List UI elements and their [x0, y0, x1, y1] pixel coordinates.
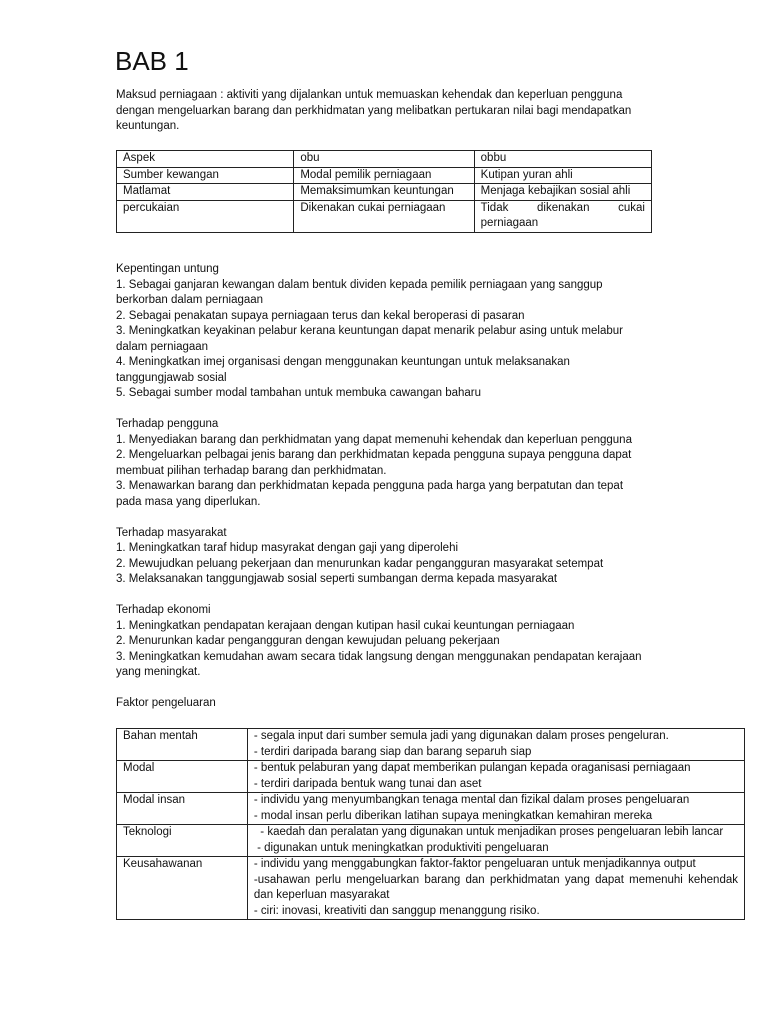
table-row	[117, 793, 745, 825]
section-heading: Terhadap masyarakat	[116, 526, 227, 539]
description-line: - modal insan perlu diberikan latihan supaya meningkatkan kemahiran mereka	[253, 809, 653, 822]
list-item: 1. Meningkatkan pendapatan kerajaan dengan kutipan hasil cukai keuntungan perniagaan	[116, 619, 575, 632]
chapter-title: BAB 1	[115, 46, 189, 76]
section-heading: Kepentingan untung	[116, 263, 219, 275]
description-line: -usahawan perlu mengeluarkan barang dan perkhidmatan yang dapat memenuhi kehendak dan keperluan masyarakat	[253, 873, 738, 901]
section-heading: Terhadap ekonomi	[116, 604, 211, 616]
table-cell: Kutipan yuran ahli	[474, 167, 651, 184]
factor-name: Teknologi	[117, 825, 248, 857]
list-item: 3. Meningkatkan kemudahan awam secara tidak langsung dengan menggunakan pendapatan kerajaan yang meningkat.	[116, 650, 642, 678]
intro-text: Maksud perniagaan : aktiviti yang dijalankan untuk memuaskan kehendak dan keperluan pengguna dengan mengeluarkan barang dan perkhidmatan yang melibatkan pertukaran nilai bagi mendapatkan keuntungan.	[116, 89, 632, 132]
description-line: - terdiri daripada barang siap dan barang separuh siap	[253, 745, 532, 758]
description-line: - individu yang menggabungkan faktor-faktor pengeluaran untuk menjadikannya output	[253, 858, 696, 870]
table-cell: Menjaga kebajikan sosial ahli	[474, 184, 651, 201]
table-cell: Modal pemilik perniagaan	[294, 167, 474, 184]
list-item: 4. Meningkatkan imej organisasi dengan menggunakan keuntungan untuk melaksanakan tanggungjawab sosial	[116, 356, 570, 384]
table-row	[117, 857, 745, 920]
factor-name: Keusahawanan	[117, 857, 248, 920]
table-row	[117, 729, 745, 761]
list-item: 3. Meningkatkan keyakinan pelabur kerana keuntungan dapat menarik pelabur asing untuk melabur dalam perniagaan	[116, 325, 623, 353]
description-line: - digunakan untuk meningkatkan produktiviti pengeluaran	[253, 841, 549, 854]
intro-paragraph	[116, 88, 646, 135]
list-item: 2. Mewujudkan peluang pekerjaan dan menurunkan kadar pengangguran masyarakat setempat	[116, 557, 604, 570]
factor-description	[247, 825, 744, 857]
header-cell: obbu	[474, 151, 651, 168]
list-item: 3. Melaksanakan tanggungjawab sosial seperti sumbangan derma kepada masyarakat	[116, 573, 558, 585]
profit-importance-section	[116, 262, 646, 712]
description-line: - individu yang menyumbangkan tenaga mental dan fizikal dalam proses pengeluaran	[253, 794, 690, 806]
table-cell: Tidak dikenakan cukai perniagaan	[474, 200, 651, 232]
table-cell: percukaian	[117, 200, 294, 232]
factor-name: Modal	[117, 761, 248, 793]
factor-description	[247, 729, 744, 761]
table-cell: Matlamat	[117, 184, 294, 201]
list-item: 5. Sebagai sumber modal tambahan untuk membuka cawangan baharu	[116, 387, 482, 399]
comparison-table	[116, 150, 652, 233]
production-factors-table	[116, 728, 745, 920]
list-item: 2. Sebagai penakatan supaya perniagaan terus dan kekal beroperasi di pasaran	[116, 309, 525, 322]
table-header-row	[117, 151, 652, 168]
list-item: 3. Menawarkan barang dan perkhidmatan kepada pengguna pada harga yang berpatutan dan tepat pada masa yang diperlukan.	[116, 480, 624, 508]
list-item: 1. Sebagai ganjaran kewangan dalam bentuk dividen kepada pemilik perniagaan yang sanggup berkorban dalam perniagaan	[116, 278, 603, 306]
table-row	[117, 167, 652, 184]
section-heading: Terhadap pengguna	[116, 418, 219, 430]
factor-name: Modal insan	[117, 793, 248, 825]
description-line: - segala input dari sumber semula jadi yang digunakan dalam proses pengeluran.	[253, 730, 669, 742]
factor-name: Bahan mentah	[117, 729, 248, 761]
list-item: 1. Menyediakan barang dan perkhidmatan yang dapat memenuhi kehendak dan keperluan pengguna	[116, 433, 632, 446]
table-cell: Dikenakan cukai perniagaan	[294, 200, 474, 232]
header-cell: Aspek	[117, 151, 294, 168]
factor-description	[247, 793, 744, 825]
table-cell: Memaksimumkan keuntungan	[294, 184, 474, 201]
table-row	[117, 200, 652, 232]
table-row	[117, 761, 745, 793]
table-cell: Sumber kewangan	[117, 167, 294, 184]
table-row	[117, 825, 745, 857]
description-line: - bentuk pelaburan yang dapat memberikan pulangan kepada oraganisasi perniagaan	[253, 762, 691, 774]
description-line: - ciri: inovasi, kreativiti dan sanggup menanggung risiko.	[253, 904, 540, 917]
header-cell: obu	[294, 151, 474, 168]
factor-description	[247, 857, 744, 920]
list-item: 2. Mengeluarkan pelbagai jenis barang dan perkhidmatan kepada pengguna supaya pengguna dapat membuat pilihan terhadap barang dan perkhidmatan.	[116, 449, 632, 477]
description-line: - terdiri daripada bentuk wang tunai dan aset	[253, 777, 482, 790]
list-item: 1. Meningkatkan taraf hidup masyrakat dengan gaji yang diperolehi	[116, 542, 459, 554]
list-item: 2. Menurunkan kadar pengangguran dengan kewujudan peluang pekerjaan	[116, 635, 500, 647]
description-line: - kaedah dan peralatan yang digunakan untuk menjadikan proses pengeluaran lebih lancar	[253, 826, 724, 838]
factor-description	[247, 761, 744, 793]
table-row	[117, 184, 652, 201]
section-heading: Faktor pengeluaran	[116, 697, 216, 709]
